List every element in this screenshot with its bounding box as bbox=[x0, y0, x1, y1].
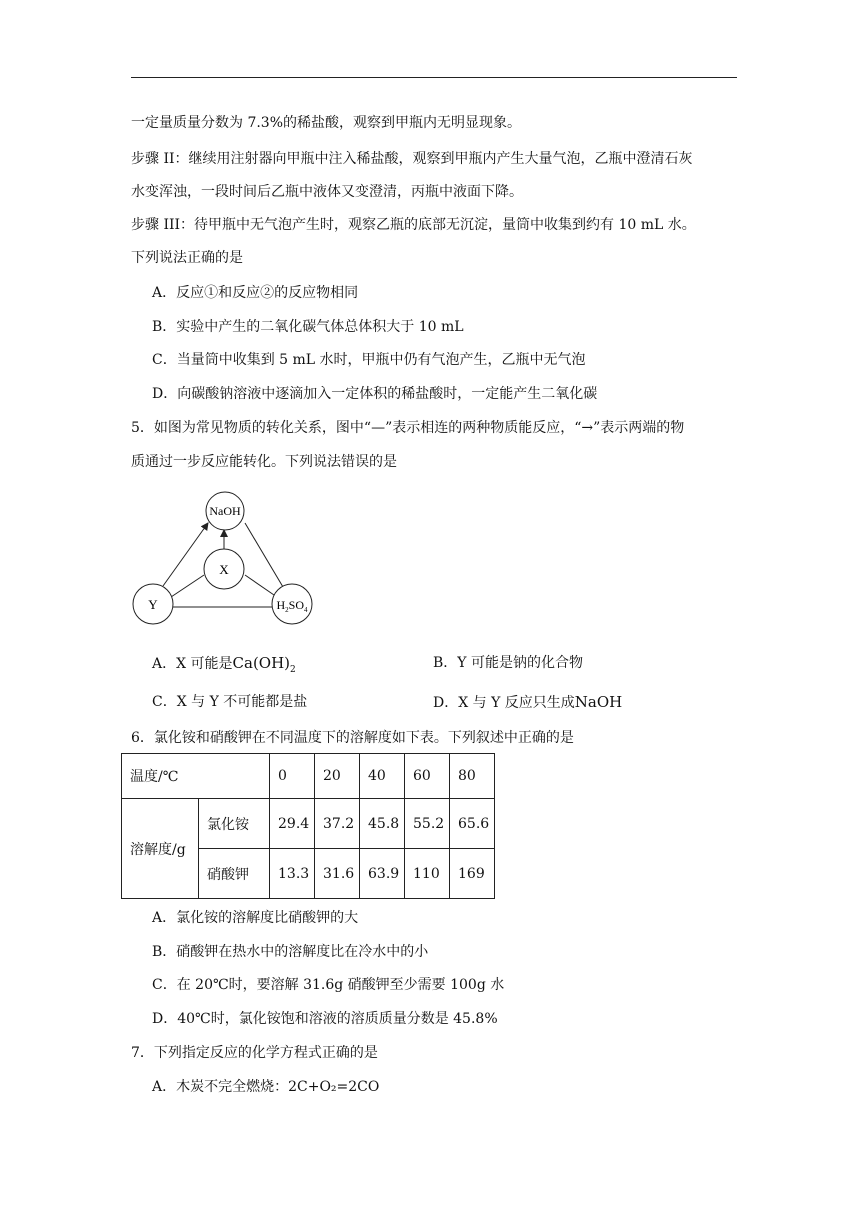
text-line: 步骤 III：待甲瓶中无气泡产生时，观察乙瓶的底部无沉淀，量筒中收集到约有 10 mL 水。 bbox=[131, 217, 696, 233]
value-cell: 45.8 bbox=[360, 799, 405, 849]
option-a: A．氯化铵的溶解度比硝酸钾的大 bbox=[152, 910, 359, 926]
option-d: D．向碳酸钠溶液中逐滴加入一定体积的稀盐酸时，一定能产生二氧化碳 bbox=[152, 386, 598, 402]
node-y-label: Y bbox=[148, 597, 158, 612]
temp-cell: 20 bbox=[315, 754, 360, 799]
header-rule bbox=[131, 77, 737, 78]
question-5-stem-cont: 质通过一步反应能转化。下列说法错误的是 bbox=[131, 454, 397, 470]
substance-name: 硝酸钾 bbox=[199, 849, 270, 899]
row-group-label: 溶解度/g bbox=[122, 799, 199, 899]
temp-cell: 40 bbox=[360, 754, 405, 799]
temp-cell: 80 bbox=[450, 754, 495, 799]
value-cell: 169 bbox=[450, 849, 495, 899]
edge-x-y bbox=[171, 575, 204, 597]
temp-cell: 60 bbox=[405, 754, 450, 799]
solubility-table bbox=[121, 753, 495, 899]
option-c: C．当量筒中收集到 5 mL 水时，甲瓶中仍有气泡产生，乙瓶中无气泡 bbox=[152, 352, 586, 368]
value-cell: 65.6 bbox=[450, 799, 495, 849]
value-cell: 55.2 bbox=[405, 799, 450, 849]
option-c: C．在 20℃时，要溶解 31.6g 硝酸钾至少需要 100g 水 bbox=[152, 977, 505, 993]
value-cell: 63.9 bbox=[360, 849, 405, 899]
text-line: 步骤 II：继续用注射器向甲瓶中注入稀盐酸，观察到甲瓶内产生大量气泡，乙瓶中澄清石灰 bbox=[131, 151, 693, 167]
option-a: A．反应①和反应②的反应物相同 bbox=[152, 285, 359, 301]
option-b: B．Y 可能是钠的化合物 bbox=[433, 655, 583, 671]
option-b: B．实验中产生的二氧化碳气体总体积大于 10 mL bbox=[152, 319, 464, 335]
text-line: 水变浑浊，一段时间后乙瓶中液体又变澄清，丙瓶中液面下降。 bbox=[131, 184, 523, 200]
option-c: C．X 与 Y 不可能都是盐 bbox=[152, 694, 308, 710]
temp-cell: 0 bbox=[270, 754, 315, 799]
node-naoh-label: NaOH bbox=[209, 504, 241, 518]
text-line: 一定量质量分数为 7.3%的稀盐酸，观察到甲瓶内无明显现象。 bbox=[131, 115, 522, 131]
edge-h2so4-naoh bbox=[245, 523, 283, 587]
question-6-stem: 6．氯化铵和硝酸钾在不同温度下的溶解度如下表。下列叙述中正确的是 bbox=[131, 730, 574, 746]
temp-header: 温度/℃ bbox=[122, 754, 270, 799]
node-x-label: X bbox=[219, 562, 229, 577]
option-d: D．X 与 Y 反应只生成NaOH bbox=[433, 693, 623, 711]
table-row bbox=[122, 799, 495, 849]
value-cell: 37.2 bbox=[315, 799, 360, 849]
question-5-stem: 5．如图为常见物质的转化关系，图中“—”表示相连的两种物质能反应，“→”表示两端的物 bbox=[131, 420, 685, 436]
option-d: D．40℃时，氯化铵饱和溶液的溶质质量分数是 45.8% bbox=[152, 1011, 498, 1027]
value-cell: 29.4 bbox=[270, 799, 315, 849]
question-stem: 下列说法正确的是 bbox=[131, 250, 243, 266]
node-h2so4-label: $H_2SO_4$ bbox=[276, 598, 308, 614]
table-header-row bbox=[122, 754, 495, 799]
question-7-stem: 7．下列指定反应的化学方程式正确的是 bbox=[131, 1045, 378, 1061]
edge-x-h2so4 bbox=[245, 575, 274, 595]
option-a: A．木炭不完全燃烧：2C+O₂=2CO bbox=[152, 1079, 380, 1095]
value-cell: 110 bbox=[405, 849, 450, 899]
option-a: A．X 可能是$Ca(OH)_2$ bbox=[152, 654, 296, 675]
value-cell: 13.3 bbox=[270, 849, 315, 899]
substance-name: 氯化铵 bbox=[199, 799, 270, 849]
conversion-diagram bbox=[128, 490, 328, 630]
option-b: B．硝酸钾在热水中的溶解度比在冷水中的小 bbox=[152, 944, 429, 960]
value-cell: 31.6 bbox=[315, 849, 360, 899]
